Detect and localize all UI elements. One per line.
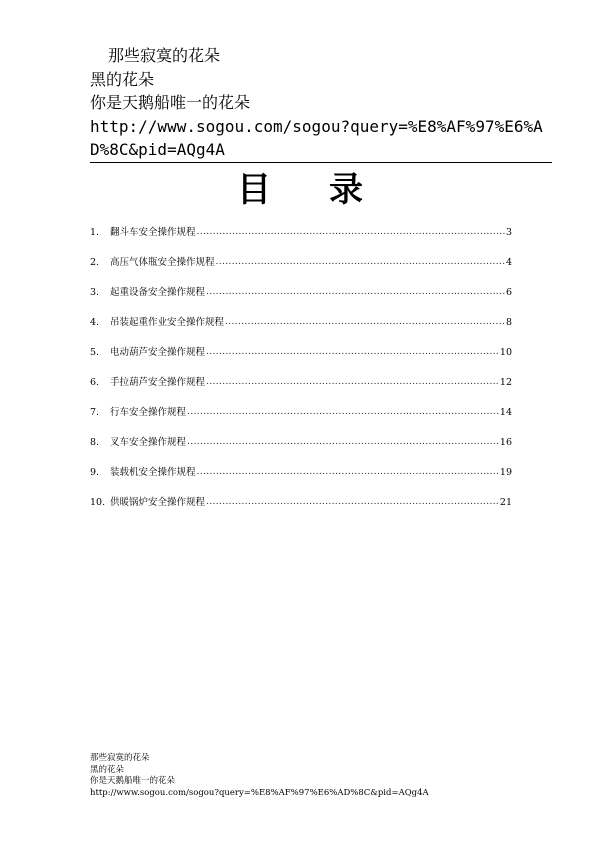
page-footer	[90, 753, 429, 799]
toc-entry-label: 装载机安全操作规程	[110, 467, 196, 478]
toc-entry[interactable]	[90, 254, 512, 284]
toc-entry-number: 2.	[90, 257, 100, 268]
toc-entry[interactable]	[90, 404, 512, 434]
toc-entry-label: 叉车安全操作规程	[110, 437, 187, 448]
header-url-line-2: D%8C&pid=AQg4A	[90, 140, 225, 159]
toc-entry-page: 19	[499, 467, 512, 478]
header-line-2: 黑的花朵	[90, 69, 155, 89]
toc-dot-leader	[187, 406, 499, 417]
toc-entry-page: 3	[505, 227, 512, 238]
toc-entry-label: 翻斗车安全操作规程	[110, 227, 196, 238]
toc-entry[interactable]	[90, 494, 512, 524]
toc-entry[interactable]	[90, 464, 512, 494]
toc-entry[interactable]	[90, 284, 512, 314]
toc-dot-leader	[197, 226, 505, 237]
toc-entry-number: 10.	[90, 497, 106, 508]
toc-entry-label: 高压气体瓶安全操作规程	[110, 257, 215, 268]
toc-entry-page: 10	[499, 347, 512, 358]
toc-entry-label: 起重设备安全操作规程	[110, 287, 206, 298]
toc-entry-number: 7.	[90, 407, 100, 418]
header-line-3: 你是天鹅船唯一的花朵	[90, 93, 251, 112]
toc-dot-leader	[225, 316, 505, 327]
toc-entry-page: 14	[499, 407, 512, 418]
toc-entry[interactable]	[90, 224, 512, 254]
toc-entry-number: 4.	[90, 317, 100, 328]
toc-entry-number: 9.	[90, 467, 100, 478]
toc-entry-label: 手拉葫芦安全操作规程	[110, 377, 206, 388]
toc-dot-leader	[197, 466, 499, 477]
toc-dot-leader	[216, 256, 505, 267]
footer-url-line: http://www.sogou.com/sogou?query=%E8%AF%97%E6%AD%8C&pid=AQg4A	[90, 787, 429, 798]
table-of-contents	[90, 224, 512, 524]
toc-entry[interactable]	[90, 344, 512, 374]
toc-entry-page: 4	[505, 257, 512, 268]
toc-dot-leader	[206, 286, 505, 297]
toc-entry-label: 行车安全操作规程	[110, 407, 187, 418]
toc-dot-leader	[206, 346, 499, 357]
toc-entry[interactable]	[90, 314, 512, 344]
toc-entry-number: 5.	[90, 347, 100, 358]
toc-entry-number: 6.	[90, 377, 100, 388]
header-divider	[90, 162, 552, 163]
footer-line-1: 那些寂寞的花朵	[90, 753, 150, 763]
toc-entry-label: 吊装起重作业安全操作规程	[110, 317, 225, 328]
toc-entry[interactable]	[90, 434, 512, 464]
toc-entry-label: 电动葫芦安全操作规程	[110, 347, 206, 358]
toc-entry-page: 21	[499, 497, 512, 508]
toc-dot-leader	[206, 376, 499, 387]
toc-entry-page: 8	[505, 317, 512, 328]
header-line-1: 那些寂寞的花朵	[108, 46, 221, 65]
toc-entry-number: 3.	[90, 287, 100, 298]
toc-entry-number: 8.	[90, 437, 100, 448]
header-url-line-1: http://www.sogou.com/sogou?query=%E8%AF%97%E6%A	[90, 116, 543, 136]
toc-entry-label: 供暖锅炉安全操作规程	[110, 497, 206, 508]
page-header	[90, 44, 560, 162]
toc-entry[interactable]	[90, 374, 512, 404]
toc-entry-page: 16	[499, 437, 512, 448]
toc-entry-number: 1.	[90, 227, 100, 238]
footer-line-2: 黑的花朵	[90, 764, 125, 775]
toc-title: 目录	[237, 170, 421, 210]
toc-entry-page: 12	[499, 377, 512, 388]
footer-line-3: 你是天鹅船唯一的花朵	[90, 776, 176, 786]
toc-dot-leader	[187, 436, 499, 447]
toc-dot-leader	[206, 496, 499, 507]
toc-entry-page: 6	[505, 287, 512, 298]
